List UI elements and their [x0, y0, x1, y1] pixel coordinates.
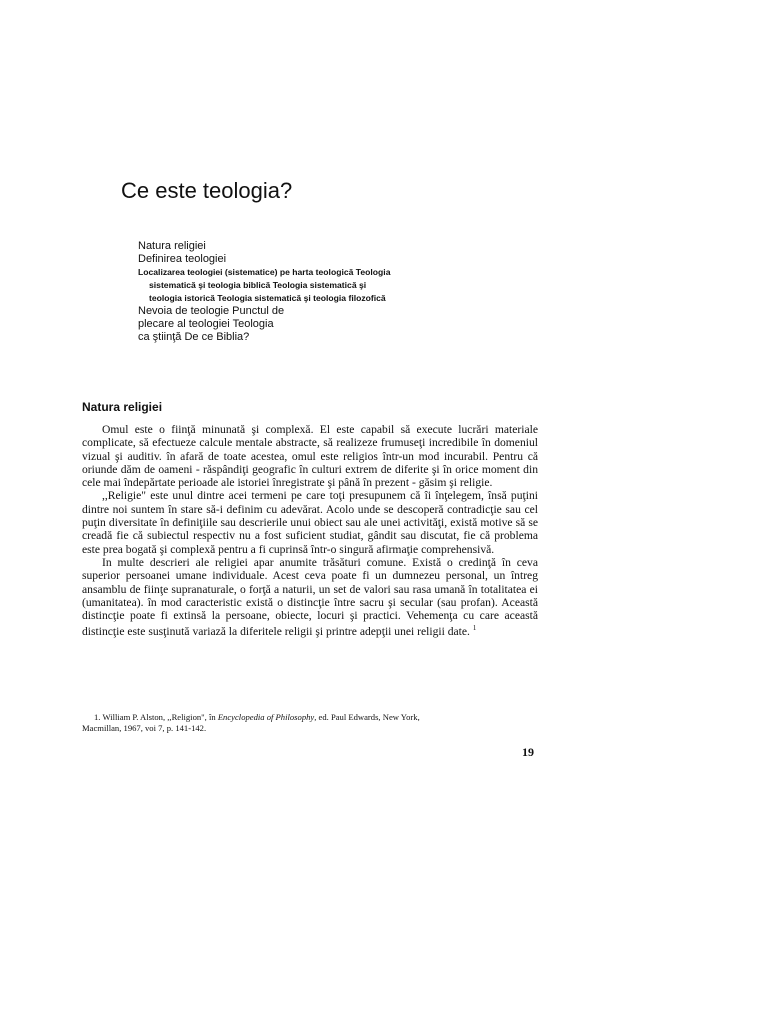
body-paragraph	[82, 556, 538, 639]
body-paragraph-text: ,,Religie" este unul dintre acei termeni pe care toţi presupunem că îi înţelegem, însă puţini dintre noi suntem în stare să-i definim cu adevărat. Acolo unde se descoperă contradicţie sau cel puţin diversitate în definiţiile sau descrierile unui obiect sau ale unei activităţi, există motive să se creadă fie că subiectul respectiv nu a fost suficient studiat, gândit sau discutat, fie că problema este prea bogată şi complexă pentru a fi cuprinsă într-o singură afirmaţie comprehensivă.	[82, 489, 538, 556]
chapter-contents	[138, 240, 438, 344]
footnote	[82, 712, 538, 734]
page-number: 19	[522, 745, 534, 759]
footnote-source-title: Encyclopedia of Philosophy	[217, 712, 315, 722]
toc-item-localizarea-teologiei: Localizarea teologiei (sistematice) pe harta teologică Teologia	[138, 267, 391, 277]
toc-item-definirea-teologiei: Definirea teologiei	[138, 253, 227, 265]
body-paragraph	[82, 489, 538, 555]
toc-item-natura-religiei: Natura religiei	[138, 240, 206, 252]
footnote-line: Macmillan, 1967, voi 7, p. 141-142.	[82, 723, 207, 733]
toc-item-punctul-de-plecare: plecare al teologiei Teologia	[138, 318, 274, 330]
section-heading: Natura religiei	[82, 400, 163, 414]
footnote-reference: 1	[472, 624, 477, 633]
toc-item-teologia-filozofica: teologia istorică Teologia sistematică şi teologia filozofică	[149, 293, 386, 303]
footnote-text: , ed. Paul Edwards, New York,	[314, 712, 420, 722]
toc-item-de-ce-biblia: ca ştiinţă De ce Biblia?	[138, 331, 250, 343]
footnote-text: 1. William P. Alston, ,,Religion", în	[94, 712, 218, 722]
body-paragraph: Omul este o fiinţă minunată şi complexă. El este capabil să execute lucrări materiale complicate, să efectueze calcule mentale abstracte, să realizeze frumuseţi incredibile în domeniul vizual şi auditiv. în afară de toate acestea, omul este religios într-un mod incurabil. Pentru că oriunde dăm de oameni - răspândiţi geografic în culturi extrem de diferite şi în orice moment din cele mai îndepărtate perioade ale istoriei înregistrate şi până în prezent - găsim şi religie.	[82, 423, 538, 490]
toc-item-teologia-biblica: sistematică şi teologia biblică Teologia sistematică şi	[149, 280, 367, 290]
chapter-title: Ce este teologia?	[121, 178, 293, 203]
toc-item-nevoia-de-teologie: Nevoia de teologie Punctul de	[138, 305, 285, 317]
body-paragraph-text: In multe descrieri ale religiei apar anumite trăsături comune. Există o credinţă în ceva superior persoanei umane individuale. Acest ceva poate fi un dumnezeu personal, un întreg ansamblu de fiinţe supranaturale, o forţă a naturii, un set de valori sau rasa umană în totalitatea ei (umanitatea). în mod caracteristic există o distincţie între sacru şi secular (sau profan). Această distincţie poate fi extinsă la persoane, obiecte, locuri şi practici. Vehemenţa cu care această distincţie este susţinută variază la diferitele religii şi printre adepţii unei religii date.	[82, 555, 538, 639]
footnote-line	[82, 712, 538, 723]
section-body	[82, 423, 538, 639]
